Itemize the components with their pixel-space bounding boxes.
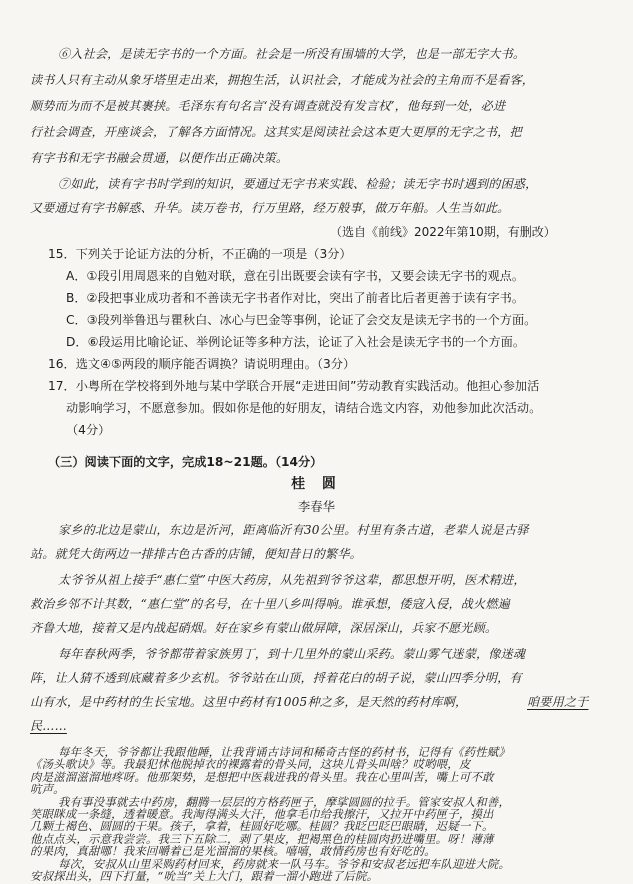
question-17-line-3: （4分） bbox=[66, 423, 111, 437]
p6-line-5: 有字书和无字书融会贯通，以便作出正确决策。 bbox=[30, 151, 289, 165]
q15-option-c: C．③段列举鲁迅与瞿秋白、冰心与巴金等事例，论证了会交友是读无字书的一个方面。 bbox=[66, 313, 537, 327]
p6-line-4: 行社会调查，开座谈会，了解各方面情况。这其实是阅读社会这本更大更厚的无字之书，把 bbox=[30, 125, 522, 139]
story-line: 几颗土褐色、圆圆的干果。孩子，拿着，桂圆好吃哪。桂圆？我眨巴眨巴眼睛，迟疑一下。 bbox=[30, 820, 494, 834]
story-line: 阵，让人猜不透到底藏着多少玄机。爷爷站在山顶，捋着花白的胡子说，蒙山四季分明，有 bbox=[30, 671, 522, 685]
q15-option-a: A．①段引用周恩来的自勉对联，意在引出既要会读有字书，又要会读无字书的观点。 bbox=[66, 269, 525, 283]
story-line: 每次，安叔从山里采购药材回来，药房就来一队马车。爷爷和安叔老远把车队迎进大院。 bbox=[58, 857, 511, 871]
question-15: 15．下列关于论证方法的分析，不正确的一项是（3分） bbox=[48, 247, 352, 261]
p6-line-2: 读书人只有主动从象牙塔里走出来，拥抱生活，认识社会，才能成为社会的主角而不是看客， bbox=[30, 73, 535, 87]
story-line: 山有水，是中药材的生长宝地。这里中药材有1005种之多，是天然的药材库啊， bbox=[30, 695, 468, 709]
question-17-line-1: 17．小粤所在学校将到外地与某中学联合开展“走进田间”劳动教育实践活动。他担心参加活 bbox=[48, 379, 540, 393]
q15-option-b: B．②段把事业成功者和不善读无字书者作对比，突出了前者比后者更善于读有字书。 bbox=[66, 291, 525, 305]
story-line: 笑眼眯成一条缝，透着暖意。我淘得满头大汗，他拿毛巾给我擦汗，又拉开中药匣子，摸出 bbox=[30, 808, 494, 821]
story-line: 《汤头歌诀》等。我最犯怵他脱掉衣的裸露着的骨头同，这块儿骨头叫啥？哎哟喂，皮 bbox=[30, 758, 471, 772]
question-16: 16．选文④⑤两段的顺序能否调换？请说明理由。（3分） bbox=[48, 357, 356, 371]
story-line: 每年冬天，爷爷都让我跟他睡，让我背诵古诗词和稀奇古怪的药材书，记得有《药性赋》 bbox=[58, 746, 511, 759]
story-line: 安叔探出头，四下打量，“吮当”关上大门，跟着一溜小跑进了后院。 bbox=[30, 870, 379, 883]
underlined-phrase-end: 民…… bbox=[30, 719, 67, 733]
story-line: 太爷爷从祖上接手“惠仁堂”中医大药房，从先祖到爷爷这辈，都思想开明，医术精进， bbox=[58, 573, 526, 587]
underlined-phrase: 咱要用之于 bbox=[527, 695, 589, 709]
story-line: 肉是滋溜滋溜地疼呀。他那架势，是想把中医栽进我的骨头里。我在心里叫苦，嘴上可不敢 bbox=[30, 770, 494, 784]
p6-line-3: 顺势而为而不是被其裹挟。毛泽东有句名言‘没有调查就没有发言权’，他每到一处，必进 bbox=[30, 99, 506, 113]
story-line: 齐鲁大地，接着又是内战起硝烟。好在家乡有蒙山做屏障，深居深山，兵家不愿光顾。 bbox=[30, 621, 498, 635]
p6-line-1: ⑥入社会，是读无字书的一个方面。社会是一所没有围墙的大学，也是一部无字大书。 bbox=[58, 47, 526, 61]
question-17-line-2: 动影响学习，不愿意参加。假如你是他的好朋友，请结合选文内容，劝他参加此次活动。 bbox=[66, 401, 542, 415]
p7-line-1: ⑦如此，读有字书时学到的知识，要通过无字书来实践、检验；读无字书时遇到的困惑， bbox=[58, 177, 538, 191]
passage-source: （选自《前线》2022年第10期，有删改） bbox=[330, 225, 556, 239]
story-line: 的果肉，真甜哪！我来回嚼着已是光溜溜的果核。嘻嘻，敢情药房也有好吃的。 bbox=[30, 845, 436, 859]
story-line: 家乡的北边是蒙山，东边是沂河，距离临沂有30公里。村里有条古道，老辈人说是古驿 bbox=[58, 523, 529, 537]
story-title: 桂 圆 bbox=[291, 476, 342, 492]
story-line: 他点点头，示意我尝尝。我三下五除二，剥了果皮，把褐黑色的桂圆肉扔进嘴里。呀！薄薄 bbox=[30, 832, 494, 846]
story-line: 我有事没事就去中药房，翻腾一层层的方格药匣子，摩挲圆圆的拉手。管家安叔人和善， bbox=[58, 795, 511, 809]
story-line: 救治乡邻不计其数，“惠仁堂”的名号，在十里八乡叫得响。谁承想，倭寇入侵，战火燃遍 bbox=[30, 597, 510, 611]
story-line: 站。就凭大街两边一排排古色古香的店铺，便知昔日的繁华。 bbox=[30, 547, 362, 561]
section-3-header: （三）阅读下面的文字，完成18~21题。（14分） bbox=[48, 455, 323, 469]
story-line: 每年春秋两季，爷爷都带着家族男丁，到十几里外的蒙山采药。蒙山雾气迷蒙，像迷魂 bbox=[58, 647, 526, 661]
story-author: 李春华 bbox=[297, 499, 336, 514]
p7-line-2: 又要通过有字书解惑、升华。读万卷书，行万里路，经万般事，做万年船。人生当如此。 bbox=[30, 201, 510, 215]
q15-option-d: D．⑥段运用比喻论证、举例论证等多种方法，论证了入社会是读无字书的一个方面。 bbox=[66, 335, 526, 349]
story-line: 吭声。 bbox=[30, 783, 65, 797]
